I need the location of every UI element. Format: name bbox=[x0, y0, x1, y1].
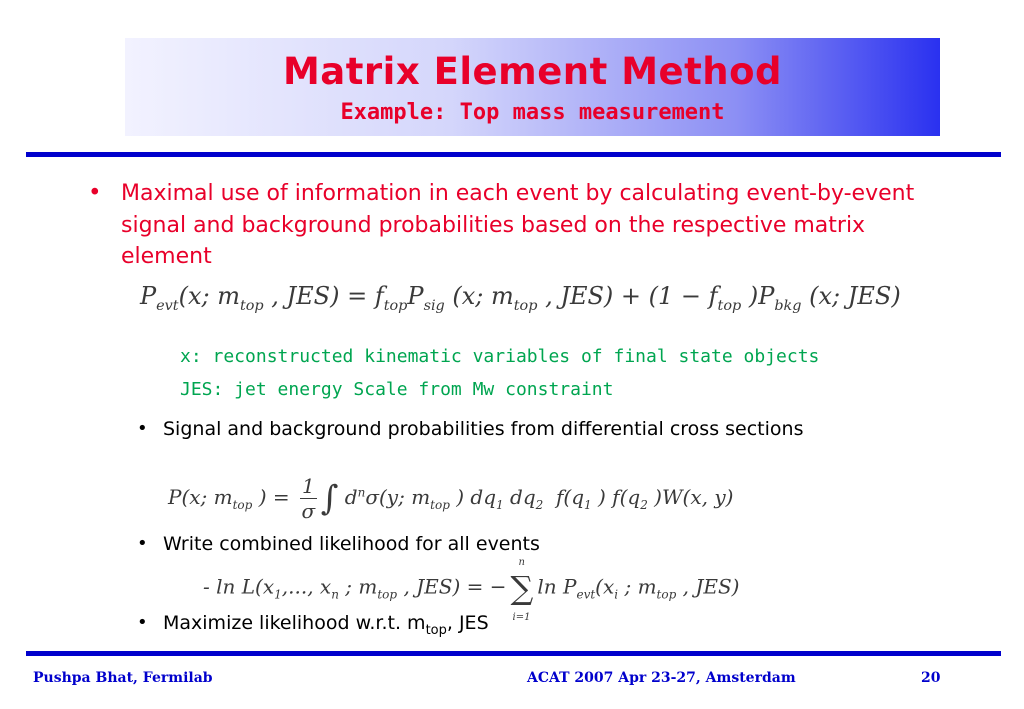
sub-bullet-marker: • bbox=[137, 418, 148, 439]
equation-event-probability: $P_{evt}(x$; $m_{top}$ , $JES) = f_{top}P_{sig}$ (x; $m_{top}$ , $JES) + (1 - f_{top}$ )$P_{bkg}$ (x; JES) bbox=[140, 282, 901, 314]
title-banner bbox=[125, 38, 940, 136]
sub-bullet-marker: • bbox=[137, 612, 148, 633]
bullet-marker: • bbox=[88, 180, 102, 206]
note-jes-definition: JES: jet energy Scale from Mw constraint bbox=[180, 379, 614, 400]
footer-conference: ACAT 2007 Apr 23-27, Amsterdam bbox=[527, 670, 796, 686]
footer-page-number: 20 bbox=[921, 670, 941, 686]
slide-subtitle: Example: Top mass measurement bbox=[340, 100, 725, 125]
sub-bullet-text-3: Maximize likelihood w.r.t. $m_{top}$, JES bbox=[163, 612, 489, 638]
bottom-divider bbox=[26, 651, 1001, 656]
equation-likelihood: - $\ln L(x_1$,..., $x_n$ ; $m_{top}$ , JES) = − n ∑ i=1 $\ln P_{evt}(x_i$ ; $m_{top}$ , JES) bbox=[203, 557, 740, 623]
sub-bullet-marker: • bbox=[137, 533, 148, 554]
note-x-definition: x: reconstructed kinematic variables of final state objects bbox=[180, 346, 820, 367]
top-divider bbox=[26, 152, 1001, 157]
sub-bullet-text-2: Write combined likelihood for all events bbox=[163, 533, 540, 555]
slide-title: Matrix Element Method bbox=[282, 50, 783, 93]
equation-cross-section: P(x; $m_{top}$ ) = $\frac{1}{\sigma}$ ∫ $d^n\sigma(y$; $m_{top}$ ) $dq_1$ $dq_2$ $f(q_1$ ) $f(q_2$ )W(x, y) bbox=[168, 474, 734, 523]
footer-author: Pushpa Bhat, Fermilab bbox=[33, 670, 213, 686]
sub-bullet-text-1: Signal and background probabilities from differential cross sections bbox=[163, 418, 804, 440]
main-bullet-text: Maximal use of information in each event by calculating event-by-event signal and background probabilities based on the respective matrix element bbox=[121, 181, 915, 269]
